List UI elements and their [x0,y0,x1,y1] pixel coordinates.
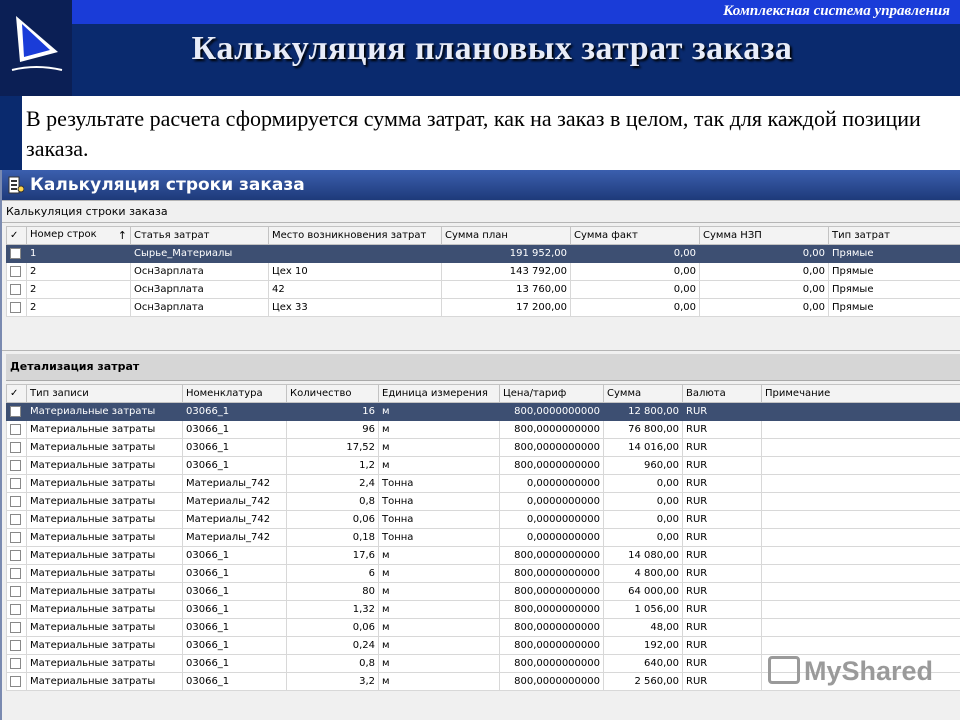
checkbox-icon [10,284,21,295]
table-cell[interactable]: 64 000,00 [604,583,683,601]
table-cell[interactable]: 0,0000000000 [500,511,604,529]
detail-row[interactable] [7,547,960,565]
checkbox-icon [10,586,21,597]
checkbox-icon [10,442,21,453]
row-checkbox[interactable] [7,421,27,439]
table-cell[interactable]: Прямые [829,299,960,317]
table-cell[interactable]: RUR [683,493,762,511]
row-checkbox[interactable] [7,245,27,263]
table-cell[interactable]: 17,6 [287,547,379,565]
table-cell[interactable]: Материалы_742 [183,511,287,529]
checkbox-icon [10,478,21,489]
column-header[interactable]: Сумма факт [571,227,700,245]
table-cell[interactable]: Материалы_742 [183,475,287,493]
checkbox-icon [10,640,21,651]
sail-logo-icon [0,0,72,96]
table-cell[interactable] [762,601,960,619]
table-cell[interactable]: 0,00 [700,245,829,263]
table-cell[interactable]: RUR [683,403,762,421]
row-checkbox[interactable] [7,281,27,299]
table-cell[interactable]: 0,00 [571,299,700,317]
table-cell[interactable] [762,439,960,457]
table-cell[interactable]: 800,0000000000 [500,403,604,421]
table-cell[interactable]: м [379,601,500,619]
column-header[interactable]: Тип затрат [829,227,960,245]
row-checkbox[interactable] [7,619,27,637]
row-checkbox[interactable] [7,439,27,457]
column-header[interactable]: Сумма план [442,227,571,245]
table-cell[interactable]: 4 800,00 [604,565,683,583]
table-cell[interactable]: Цех 33 [269,299,442,317]
detail-row[interactable] [7,583,960,601]
row-checkbox[interactable] [7,475,27,493]
table-cell[interactable]: 0,00 [571,245,700,263]
table-cell[interactable]: Материальные затраты [27,673,183,691]
table-cell[interactable]: 0,00 [604,475,683,493]
table-cell[interactable]: 0,8 [287,493,379,511]
table-cell[interactable]: 14 080,00 [604,547,683,565]
checkbox-icon [10,676,21,687]
detail-row[interactable] [7,511,960,529]
checkbox-icon [10,424,21,435]
table-cell[interactable]: 03066_1 [183,421,287,439]
row-checkbox[interactable] [7,529,27,547]
table-cell[interactable]: 14 016,00 [604,439,683,457]
checkbox-icon [10,514,21,525]
table-cell[interactable]: Материальные затраты [27,583,183,601]
detail-row[interactable] [7,421,960,439]
table-cell[interactable]: 76 800,00 [604,421,683,439]
table-cell[interactable]: м [379,547,500,565]
table-cell[interactable]: 03066_1 [183,637,287,655]
table-cell[interactable]: 0,00 [604,529,683,547]
table-cell[interactable] [762,529,960,547]
window-titlebar [2,170,960,200]
table-cell[interactable]: 800,0000000000 [500,457,604,475]
table-cell[interactable]: RUR [683,439,762,457]
detail-row[interactable] [7,439,960,457]
projector-icon [768,656,800,684]
table-cell[interactable] [762,421,960,439]
page-title: Калькуляция плановых затрат заказа [191,30,793,67]
window-title: Калькуляция строки заказа [30,175,305,195]
row-checkbox[interactable] [7,673,27,691]
table-cell[interactable]: м [379,673,500,691]
table-cell[interactable]: RUR [683,619,762,637]
table-cell[interactable]: 800,0000000000 [500,655,604,673]
table-cell[interactable]: ОснЗарплата [131,281,269,299]
detail-row[interactable] [7,637,960,655]
table-cell[interactable]: Тонна [379,529,500,547]
select-all-checkbox[interactable]: ✓ [7,227,27,245]
table-cell[interactable]: 0,06 [287,619,379,637]
table-cell[interactable]: 0,24 [287,637,379,655]
table-cell[interactable]: 960,00 [604,457,683,475]
checkbox-icon [10,550,21,561]
table-cell[interactable]: Тонна [379,475,500,493]
table-cell[interactable]: Материальные затраты [27,529,183,547]
table-cell[interactable]: 03066_1 [183,403,287,421]
row-checkbox[interactable] [7,547,27,565]
column-header[interactable]: Тип записи [27,385,183,403]
table-cell[interactable]: 42 [269,281,442,299]
table-cell[interactable]: 192,00 [604,637,683,655]
table-cell[interactable]: RUR [683,637,762,655]
table-cell[interactable]: 0,00 [604,493,683,511]
table-cell[interactable]: 2 [27,263,131,281]
column-header[interactable]: Номер строк ↑ [27,227,131,245]
table-cell[interactable]: 640,00 [604,655,683,673]
table-cell[interactable]: 0,00 [700,263,829,281]
table-cell[interactable]: 800,0000000000 [500,547,604,565]
table-cell[interactable]: RUR [683,601,762,619]
watermark: MyShared [768,656,933,687]
row-checkbox[interactable] [7,299,27,317]
table-cell[interactable] [269,245,442,263]
row-checkbox[interactable] [7,511,27,529]
order-lines-table [6,226,960,317]
table-cell[interactable]: 13 760,00 [442,281,571,299]
row-checkbox[interactable] [7,583,27,601]
cost-detail-table [6,384,960,691]
table-cell[interactable]: Материальные затраты [27,457,183,475]
order-line-row[interactable] [7,281,960,299]
detail-row[interactable] [7,565,960,583]
table-cell[interactable]: 17,52 [287,439,379,457]
table-cell[interactable]: 0,00 [571,281,700,299]
table-cell[interactable]: 03066_1 [183,439,287,457]
table-cell[interactable] [762,565,960,583]
table-cell[interactable]: 0,00 [604,511,683,529]
tagline: Комплексная система управления [723,3,950,19]
order-line-row[interactable] [7,299,960,317]
checkbox-icon [10,248,21,259]
table-cell[interactable]: Материальные затраты [27,511,183,529]
table-cell[interactable] [762,583,960,601]
detail-row[interactable] [7,493,960,511]
table-cell[interactable]: м [379,655,500,673]
table-cell[interactable]: Материальные затраты [27,547,183,565]
table-cell[interactable]: 6 [287,565,379,583]
table-cell[interactable]: 191 952,00 [442,245,571,263]
window-app-icon [8,176,24,194]
table-cell[interactable]: 03066_1 [183,583,287,601]
sort-ascending-icon: ↑ [117,229,127,242]
table-cell[interactable]: м [379,637,500,655]
table-cell[interactable]: 0,00 [700,281,829,299]
table-cell[interactable]: 03066_1 [183,619,287,637]
column-header[interactable]: Примечание [762,385,960,403]
table-cell[interactable]: 16 [287,403,379,421]
table-cell[interactable]: 96 [287,421,379,439]
table-cell[interactable]: RUR [683,673,762,691]
table-cell[interactable]: Материальные затраты [27,565,183,583]
table-cell[interactable]: 800,0000000000 [500,421,604,439]
table-header [7,227,960,245]
table-cell[interactable]: ОснЗарплата [131,299,269,317]
table-cell[interactable]: 0,0000000000 [500,493,604,511]
table-cell[interactable]: 800,0000000000 [500,583,604,601]
table-cell[interactable]: 03066_1 [183,547,287,565]
table-cell[interactable]: 800,0000000000 [500,439,604,457]
table-cell[interactable]: RUR [683,565,762,583]
checkbox-icon [10,604,21,615]
table-cell[interactable]: RUR [683,421,762,439]
table-cell[interactable] [762,511,960,529]
row-checkbox[interactable] [7,263,27,281]
table-cell[interactable]: 03066_1 [183,565,287,583]
table-cell[interactable]: Материальные затраты [27,601,183,619]
table-cell[interactable]: 0,0000000000 [500,529,604,547]
table-cell[interactable]: Материалы_742 [183,529,287,547]
table-cell[interactable]: RUR [683,583,762,601]
table-cell[interactable] [762,475,960,493]
table-cell[interactable]: RUR [683,547,762,565]
table-header [7,385,960,403]
column-header[interactable]: Статья затрат [131,227,269,245]
table-cell[interactable] [762,547,960,565]
table-cell[interactable] [762,637,960,655]
table-cell[interactable] [762,619,960,637]
column-header[interactable]: Номенклатура [183,385,287,403]
table-cell[interactable]: 0,00 [700,299,829,317]
table-cell[interactable]: Материальные затраты [27,403,183,421]
table-cell[interactable]: м [379,583,500,601]
table-cell[interactable]: 800,0000000000 [500,673,604,691]
table-cell[interactable]: Тонна [379,493,500,511]
table-cell[interactable]: Материальные затраты [27,493,183,511]
column-header[interactable]: Количество [287,385,379,403]
table-cell[interactable]: 3,2 [287,673,379,691]
table-cell[interactable]: 0,06 [287,511,379,529]
checkbox-icon [10,658,21,669]
column-header[interactable]: Сумма [604,385,683,403]
table-cell[interactable]: м [379,403,500,421]
table-cell[interactable]: 03066_1 [183,457,287,475]
table-cell[interactable]: Материальные затраты [27,421,183,439]
table-cell[interactable]: Прямые [829,263,960,281]
table-cell[interactable]: 800,0000000000 [500,565,604,583]
column-header[interactable]: Валюта [683,385,762,403]
table-cell[interactable]: 03066_1 [183,655,287,673]
detail-row[interactable] [7,475,960,493]
detail-section-header [6,354,960,381]
column-header[interactable]: Сумма НЗП [700,227,829,245]
select-all-checkbox[interactable]: ✓ [7,385,27,403]
table-cell[interactable]: 800,0000000000 [500,619,604,637]
table-cell[interactable]: RUR [683,529,762,547]
table-cell[interactable]: 1,2 [287,457,379,475]
order-line-row[interactable] [7,245,960,263]
table-cell[interactable]: 03066_1 [183,601,287,619]
table-cell[interactable]: 1 [27,245,131,263]
divider [2,200,960,201]
column-header[interactable]: Место возникновения затрат [269,227,442,245]
section-title: Детализация затрат [10,360,140,373]
table-cell[interactable]: 17 200,00 [442,299,571,317]
row-checkbox[interactable] [7,457,27,475]
table-cell[interactable]: 1 056,00 [604,601,683,619]
table-cell[interactable]: 800,0000000000 [500,601,604,619]
table-cell[interactable]: м [379,457,500,475]
checkbox-icon [10,622,21,633]
table-cell[interactable]: 48,00 [604,619,683,637]
divider [2,350,960,351]
panel-label: Калькуляция строки заказа [6,205,168,218]
table-cell[interactable]: м [379,439,500,457]
table-cell[interactable]: Прямые [829,281,960,299]
table-cell[interactable]: Материалы_742 [183,493,287,511]
table-cell[interactable]: 0,0000000000 [500,475,604,493]
table-cell[interactable]: RUR [683,475,762,493]
checkbox-icon [10,406,21,417]
table-cell[interactable] [762,493,960,511]
table-cell[interactable]: RUR [683,655,762,673]
row-checkbox[interactable] [7,493,27,511]
table-cell[interactable]: 0,18 [287,529,379,547]
table-cell[interactable]: Материальные затраты [27,655,183,673]
table-cell[interactable]: 2 [27,299,131,317]
table-cell[interactable]: 800,0000000000 [500,637,604,655]
table-cell[interactable]: Материальные затраты [27,637,183,655]
row-checkbox[interactable] [7,565,27,583]
divider [2,222,960,223]
detail-row[interactable] [7,529,960,547]
row-checkbox[interactable] [7,655,27,673]
table-cell[interactable] [762,403,960,421]
table-cell[interactable]: 143 792,00 [442,263,571,281]
logo [0,0,72,96]
table-cell[interactable] [762,457,960,475]
table-cell[interactable]: м [379,565,500,583]
row-checkbox[interactable] [7,403,27,421]
table-cell[interactable]: 2,4 [287,475,379,493]
table-cell[interactable]: 2 [27,281,131,299]
table-cell[interactable]: 03066_1 [183,673,287,691]
detail-row[interactable] [7,619,960,637]
table-cell[interactable]: Цех 10 [269,263,442,281]
detail-row[interactable] [7,457,960,475]
description-text: В результате расчета сформируется сумма затрат, как на заказ в целом, так для каждой позиции заказа. [26,106,921,161]
detail-row[interactable] [7,403,960,421]
checkbox-icon [10,496,21,507]
detail-row[interactable] [7,601,960,619]
checkbox-icon [10,460,21,471]
table-cell[interactable]: ОснЗарплата [131,263,269,281]
table-cell[interactable]: Материальные затраты [27,619,183,637]
table-cell[interactable]: 12 800,00 [604,403,683,421]
column-header[interactable]: Единица измерения [379,385,500,403]
table-cell[interactable]: Материальные затраты [27,439,183,457]
table-cell[interactable]: Сырье_Материалы [131,245,269,263]
column-header[interactable]: Цена/тариф [500,385,604,403]
order-line-row[interactable] [7,263,960,281]
table-cell[interactable]: RUR [683,511,762,529]
table-cell[interactable]: Материальные затраты [27,475,183,493]
table-cell[interactable]: м [379,619,500,637]
calc-window [0,170,960,720]
table-cell[interactable]: Тонна [379,511,500,529]
table-cell[interactable]: м [379,421,500,439]
table-cell[interactable]: 0,8 [287,655,379,673]
table-cell[interactable]: 1,32 [287,601,379,619]
table-cell[interactable]: 2 560,00 [604,673,683,691]
checkbox-icon [10,532,21,543]
checkbox-icon [10,266,21,277]
row-checkbox[interactable] [7,637,27,655]
checkbox-icon [10,568,21,579]
table-cell[interactable]: 0,00 [571,263,700,281]
table-cell[interactable]: 80 [287,583,379,601]
table-cell[interactable]: RUR [683,457,762,475]
row-checkbox[interactable] [7,601,27,619]
table-cell[interactable]: Прямые [829,245,960,263]
checkbox-icon [10,302,21,313]
